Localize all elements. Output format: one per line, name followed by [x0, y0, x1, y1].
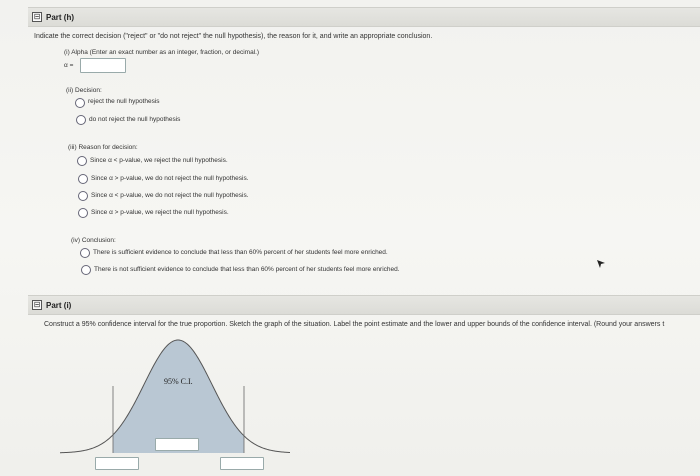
collapse-toggle-icon[interactable]: ⊟: [33, 12, 41, 21]
part-h-header[interactable]: [28, 7, 700, 27]
reason-option-1-radio[interactable]: [77, 156, 87, 166]
conclusion-option-2-label: There is not sufficient evidence to conclude that less than 60% percent of her students feel more enriched.: [94, 266, 400, 273]
alpha-input[interactable]: [80, 58, 126, 73]
alpha-label: (i) Alpha (Enter an exact number as an integer, fraction, or decimal.): [64, 49, 260, 56]
conclusion-option-2-radio[interactable]: [81, 265, 91, 275]
conclusion-option-1-label: There is sufficient evidence to conclude that less than 60% percent of her students feel more enriched.: [93, 249, 388, 256]
confidence-region-fill: [113, 340, 244, 453]
reason-option-4-label: Since α > p-value, we reject the null hypothesis.: [91, 209, 229, 216]
lower-bound-input[interactable]: [95, 457, 139, 470]
conclusion-option-1-radio[interactable]: [80, 248, 90, 258]
reason-option-2-radio[interactable]: [78, 174, 88, 184]
part-i-instruction: Construct a 95% confidence interval for the true proportion. Sketch the graph of the situation. Label the point estimate and the lower and upper bounds of the confidence interval. (Round your answers t: [44, 321, 665, 328]
part-h-instruction: Indicate the correct decision ("reject" or "do not reject" the null hypothesis), the reason for it, and write an appropriate conclusion.: [34, 33, 433, 40]
part-i-header[interactable]: [28, 295, 700, 315]
mouse-cursor-icon: [596, 259, 606, 269]
confidence-interval-graph: [60, 336, 290, 476]
reason-option-3-radio[interactable]: [78, 191, 88, 201]
point-estimate-input[interactable]: [155, 438, 199, 451]
reason-option-2-label: Since α > p-value, we do not reject the null hypothesis.: [91, 175, 249, 182]
decision-label: (ii) Decision:: [66, 87, 102, 94]
upper-bound-input[interactable]: [220, 457, 264, 470]
decision-reject-label: reject the null hypothesis: [88, 98, 160, 105]
alpha-prefix: α =: [64, 62, 74, 69]
reason-label: (iii) Reason for decision:: [68, 144, 138, 151]
reason-option-4-radio[interactable]: [78, 208, 88, 218]
reason-option-3-label: Since α < p-value, we do not reject the null hypothesis.: [91, 192, 249, 199]
ci-label: 95% C.I.: [164, 377, 193, 386]
part-h-title: Part (h): [46, 12, 74, 22]
decision-do-not-reject-radio[interactable]: [76, 115, 86, 125]
collapse-toggle-icon[interactable]: ⊟: [33, 300, 41, 309]
decision-reject-radio[interactable]: [75, 98, 85, 108]
part-i-title: Part (i): [46, 300, 72, 310]
decision-do-not-reject-label: do not reject the null hypothesis: [89, 116, 181, 123]
conclusion-label: (iv) Conclusion:: [71, 237, 116, 244]
reason-option-1-label: Since α < p-value, we reject the null hypothesis.: [90, 157, 228, 164]
